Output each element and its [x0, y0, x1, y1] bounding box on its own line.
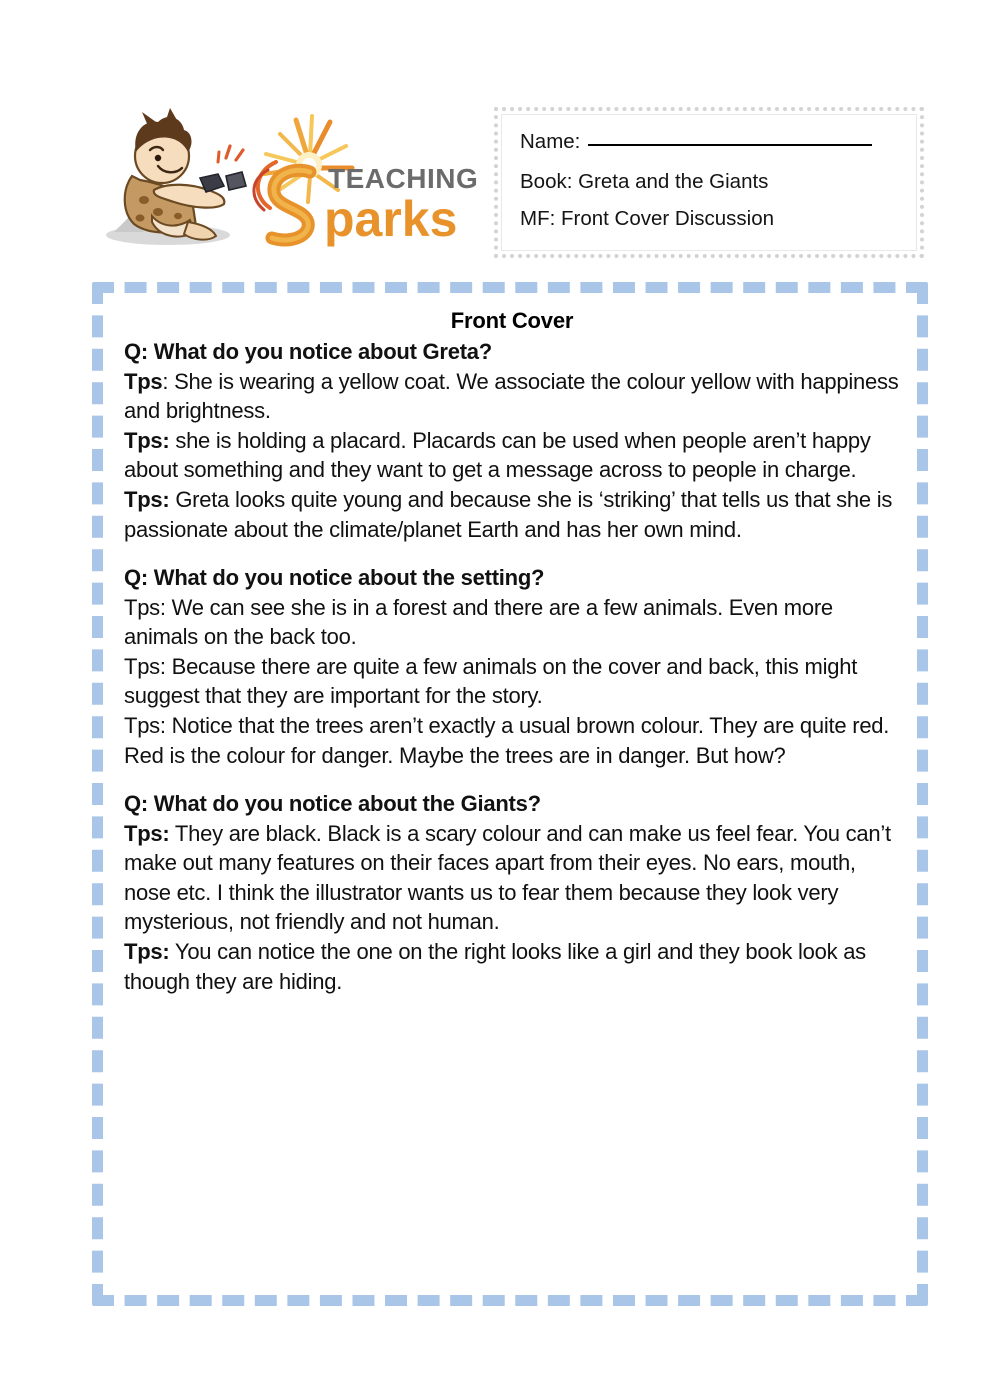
- name-field-row: [520, 129, 916, 155]
- tps-paragraph: Tps: Greta looks quite young and because she is ‘striking’ that tells us that she is passionate about the climate/planet Earth and has her own mind.: [124, 486, 893, 542]
- tps-label: Tps:: [124, 939, 170, 965]
- teaching-sparks-logo: [96, 104, 486, 254]
- main-focus-line: MF: Front Cover Discussion: [520, 207, 775, 231]
- tps-paragraph: Tps: Notice that the trees aren’t exactly a usual brown colour. They are quite red. Red is the colour for danger. Maybe the trees are in danger. But how?: [124, 712, 890, 768]
- tps-label: Tps: [124, 368, 163, 394]
- tps-label: Tps:: [124, 427, 170, 453]
- discussion-content-box: [92, 282, 928, 1306]
- page-header: [0, 0, 1008, 272]
- worksheet-info-box: [494, 107, 924, 258]
- name-write-in-line[interactable]: [588, 143, 872, 146]
- tps-paragraph: Tps: Because there are quite a few animals on the cover and back, this might suggest that they are important for the story.: [124, 653, 858, 709]
- book-title-line: Book: Greta and the Giants: [520, 169, 769, 193]
- tps-paragraph: Tps: They are black. Black is a scary colour and can make us feel fear. You can’t make out many features on their faces apart from their eyes. No ears, mouth, nose etc. I think the illustrator wants us to fear them because they look very mysterious, not friendly and not human.: [124, 820, 891, 935]
- svg-text:parks: parks: [324, 191, 458, 247]
- teaching-sparks-wordmark: [246, 110, 496, 250]
- tps-paragraph: Tps: She is wearing a yellow coat. We associate the colour yellow with happiness and brightness.: [124, 368, 899, 424]
- content-title: Front Cover: [450, 308, 574, 333]
- discussion-blocks: [124, 337, 900, 996]
- section-spacer: [124, 544, 900, 563]
- tps-paragraph: Tps: she is holding a placard. Placards can be used when people aren’t happy about something and they want to get a message across to people in charge.: [124, 427, 871, 483]
- tps-label: Tps:: [124, 486, 170, 512]
- caveman-striking-flint-icon: [96, 104, 266, 254]
- name-label: Name:: [520, 130, 581, 153]
- question-heading: Q: What do you notice about the Giants?: [124, 791, 541, 817]
- question-heading: Q: What do you notice about Greta?: [124, 339, 492, 365]
- svg-text:TEACHING: TEACHING: [328, 163, 479, 194]
- tps-paragraph: Tps: You can notice the one on the right looks like a girl and they book look as though they are hiding.: [124, 939, 866, 994]
- section-spacer: [124, 770, 900, 789]
- tps-paragraph: Tps: We can see she is in a forest and there are a few animals. Even more animals on the back too.: [124, 594, 833, 650]
- tps-label: Tps:: [124, 820, 170, 846]
- question-heading: Q: What do you notice about the setting?: [124, 565, 545, 591]
